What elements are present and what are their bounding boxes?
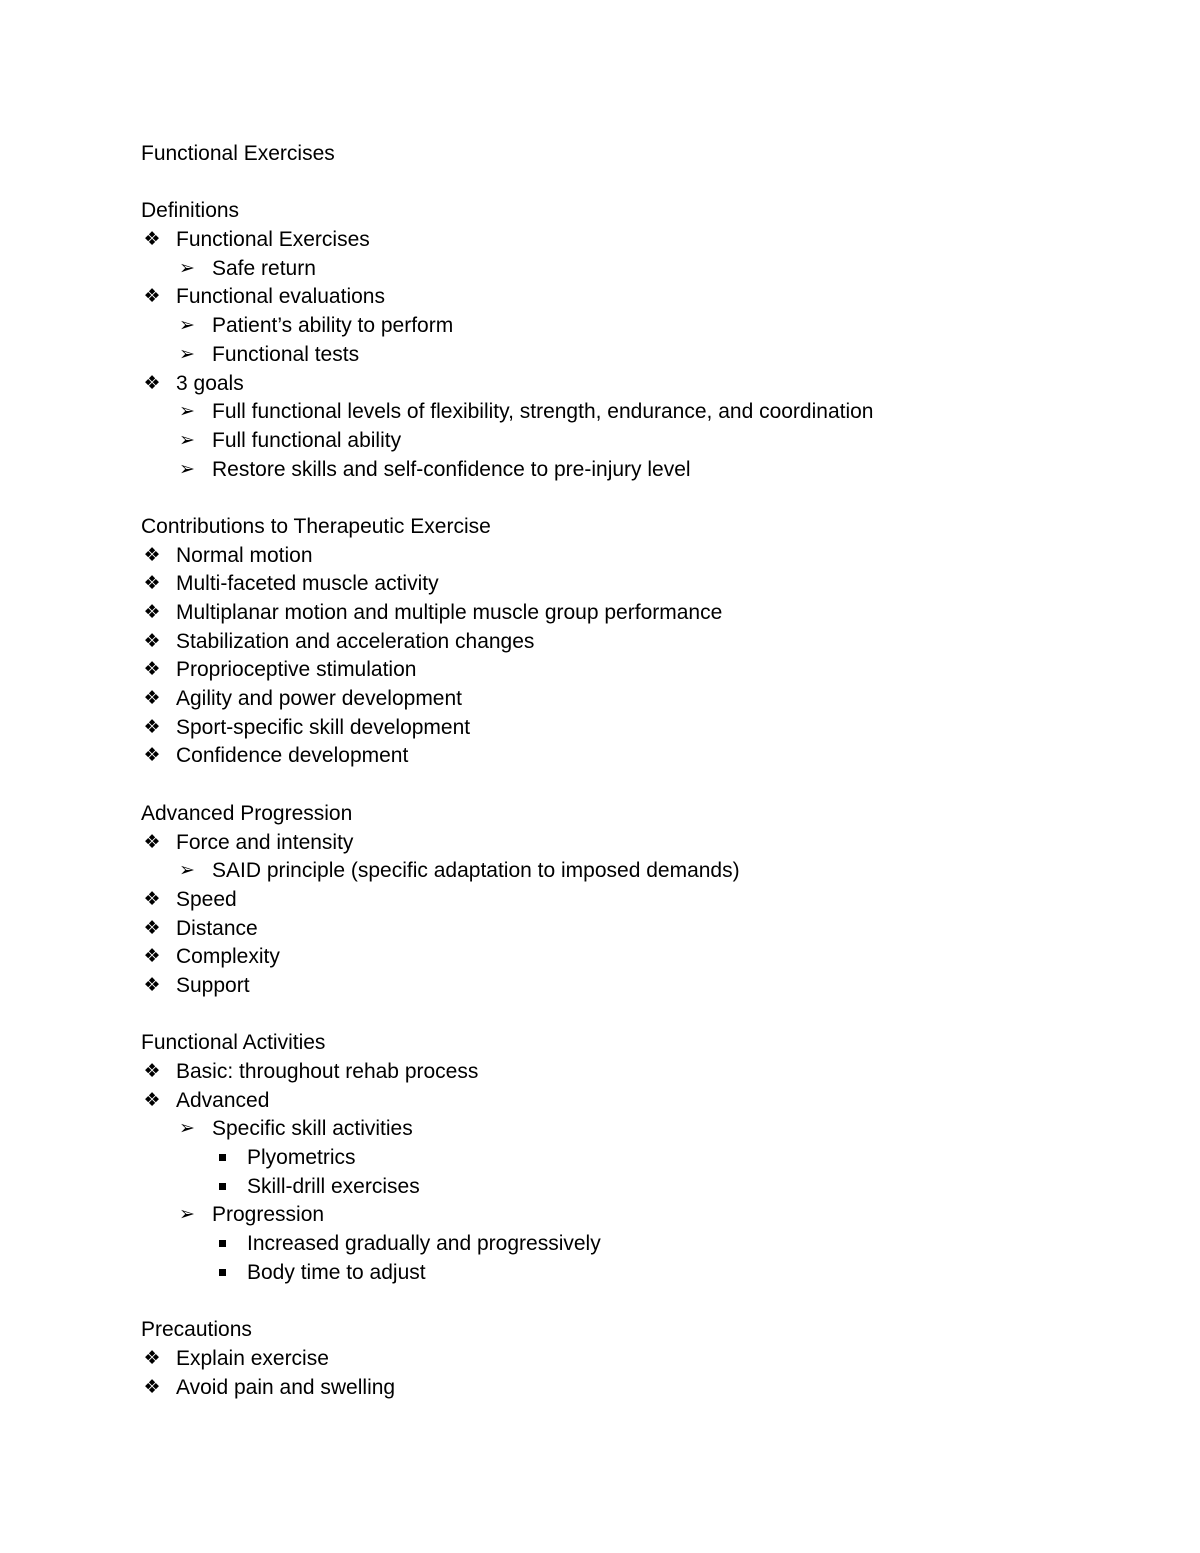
diamond-bullet-icon: ❖ — [143, 716, 161, 738]
arrow-bullet-icon: ➢ — [179, 315, 195, 337]
list-item-level-2 — [141, 398, 1141, 427]
list-item-text: Stabilization and acceleration changes — [176, 629, 535, 653]
list-item-text: Skill-drill exercises — [247, 1174, 420, 1198]
diamond-bullet-icon: ❖ — [143, 372, 161, 394]
list-item-text: Distance — [176, 916, 258, 940]
diamond-bullet-icon: ❖ — [143, 1376, 161, 1398]
diamond-bullet-icon: ❖ — [143, 974, 161, 996]
document-title: Functional Exercises — [141, 142, 335, 165]
section-heading: Contributions to Therapeutic Exercise — [141, 514, 491, 538]
list-item-text: Progression — [212, 1203, 325, 1227]
arrow-bullet-icon: ➢ — [179, 429, 195, 451]
list-item-level-1 — [141, 1087, 1141, 1116]
list-item-level-3 — [141, 1173, 1141, 1202]
square-bullet-shape — [219, 1154, 226, 1161]
diamond-bullet-icon: ❖ — [143, 229, 161, 251]
list-item-level-1 — [141, 570, 1141, 599]
section-heading: Advanced Progression — [141, 801, 353, 825]
list-item-text: Explain exercise — [176, 1346, 329, 1370]
diamond-bullet-icon: ❖ — [143, 888, 161, 910]
list-item-text: Specific skill activities — [212, 1117, 413, 1141]
list-item-text: Functional evaluations — [176, 285, 385, 309]
list-item-text: Avoid pain and swelling — [176, 1375, 396, 1399]
list-item-text: Safe return — [212, 256, 316, 280]
list-item-level-1 — [141, 599, 1141, 628]
diamond-bullet-icon: ❖ — [143, 831, 161, 853]
list-item-text: Basic: throughout rehab process — [176, 1060, 479, 1083]
list-item-level-2 — [141, 857, 1141, 886]
list-item-level-3 — [141, 1259, 1141, 1288]
list-item-text: Functional Exercises — [176, 228, 370, 252]
diamond-bullet-icon: ❖ — [143, 544, 161, 566]
list-item-text: Restore skills and self-confidence to pre-injury level — [212, 457, 691, 481]
list-item-level-2 — [141, 255, 1141, 284]
diamond-bullet-icon: ❖ — [143, 602, 161, 623]
list-item-level-1 — [141, 370, 1141, 399]
list-item-text: Multiplanar motion and multiple muscle group performance — [176, 601, 723, 624]
blank-line — [141, 771, 1141, 800]
arrow-bullet-icon: ➢ — [179, 1118, 195, 1140]
diamond-bullet-icon: ❖ — [143, 1061, 161, 1082]
blank-line — [141, 1001, 1141, 1030]
diamond-bullet-icon: ❖ — [143, 659, 161, 681]
document-sections — [141, 197, 1141, 1402]
arrow-bullet-icon: ➢ — [179, 458, 195, 480]
section-heading: Functional Activities — [141, 1031, 326, 1055]
list-item-level-1 — [141, 542, 1141, 571]
arrow-bullet-icon: ➢ — [179, 860, 195, 882]
list-item-level-2 — [141, 1115, 1141, 1144]
list-item-text: Functional tests — [212, 342, 360, 366]
list-item-text: Proprioceptive stimulation — [176, 658, 417, 682]
list-item-level-1 — [141, 226, 1141, 255]
arrow-bullet-icon: ➢ — [179, 257, 195, 279]
list-item-text: SAID principle (specific adaptation to imposed demands) — [212, 859, 740, 883]
square-bullet-icon — [211, 1173, 233, 1202]
list-item-level-1 — [141, 886, 1141, 915]
list-item-level-1 — [141, 1374, 1141, 1403]
list-item-text: Plyometrics — [247, 1146, 356, 1170]
list-item-level-1 — [141, 915, 1141, 944]
list-item-level-2 — [141, 312, 1141, 341]
list-item-text: Support — [176, 973, 250, 997]
list-item-level-1 — [141, 1058, 1141, 1087]
list-item-text: Force and intensity — [176, 830, 354, 854]
diamond-bullet-icon: ❖ — [143, 573, 161, 595]
section-heading: Precautions — [141, 1318, 252, 1342]
list-item-text: Confidence development — [176, 744, 409, 768]
list-item-text: Advanced — [176, 1088, 270, 1112]
list-item-text: Sport-specific skill development — [176, 715, 471, 739]
list-item-level-1 — [141, 742, 1141, 771]
arrow-bullet-icon: ➢ — [179, 401, 195, 423]
list-item-text: Complexity — [176, 945, 280, 969]
list-item-level-1 — [141, 1345, 1141, 1374]
list-item-text: Normal motion — [176, 543, 313, 567]
list-item-level-3 — [141, 1230, 1141, 1259]
arrow-bullet-icon: ➢ — [179, 1204, 195, 1226]
list-item-level-2 — [141, 341, 1141, 370]
list-item-level-1 — [141, 714, 1141, 743]
square-bullet-shape — [219, 1269, 226, 1276]
list-item-text: Body time to adjust — [247, 1260, 426, 1284]
list-item-text: Multi-faceted muscle activity — [176, 572, 439, 596]
list-item-text: Full functional ability — [212, 428, 402, 452]
list-item-text: Speed — [176, 887, 237, 911]
list-item-level-2 — [141, 456, 1141, 485]
list-item-text: 3 goals — [176, 371, 244, 395]
document-page — [141, 140, 1141, 1402]
diamond-bullet-icon: ❖ — [143, 688, 161, 710]
blank-line — [141, 169, 1141, 198]
list-item-level-1 — [141, 628, 1141, 657]
list-item-level-1 — [141, 656, 1141, 685]
list-item-level-1 — [141, 283, 1141, 312]
square-bullet-shape — [219, 1183, 226, 1190]
blank-line — [141, 484, 1141, 513]
diamond-bullet-icon: ❖ — [143, 946, 161, 968]
diamond-bullet-icon: ❖ — [143, 745, 161, 767]
blank-line — [141, 1288, 1141, 1317]
list-item-level-2 — [141, 1201, 1141, 1230]
diamond-bullet-icon: ❖ — [143, 630, 161, 652]
list-item-text: Full functional levels of flexibility, strength, endurance, and coordination — [212, 400, 874, 424]
square-bullet-shape — [219, 1240, 226, 1247]
square-bullet-icon — [211, 1144, 233, 1173]
list-item-level-1 — [141, 829, 1141, 858]
diamond-bullet-icon: ❖ — [143, 1089, 161, 1111]
diamond-bullet-icon: ❖ — [143, 1347, 161, 1369]
square-bullet-icon — [211, 1259, 233, 1288]
list-item-level-2 — [141, 427, 1141, 456]
list-item-text: Patient’s ability to perform — [212, 314, 454, 338]
list-item-level-1 — [141, 685, 1141, 714]
list-item-text: Increased gradually and progressively — [247, 1232, 601, 1256]
list-item-level-1 — [141, 972, 1141, 1001]
section-heading: Definitions — [141, 199, 240, 223]
list-item-text: Agility and power development — [176, 687, 463, 711]
diamond-bullet-icon: ❖ — [143, 917, 161, 939]
diamond-bullet-icon: ❖ — [143, 286, 161, 308]
list-item-level-3 — [141, 1144, 1141, 1173]
list-item-level-1 — [141, 943, 1141, 972]
square-bullet-icon — [211, 1230, 233, 1259]
arrow-bullet-icon: ➢ — [179, 343, 195, 365]
